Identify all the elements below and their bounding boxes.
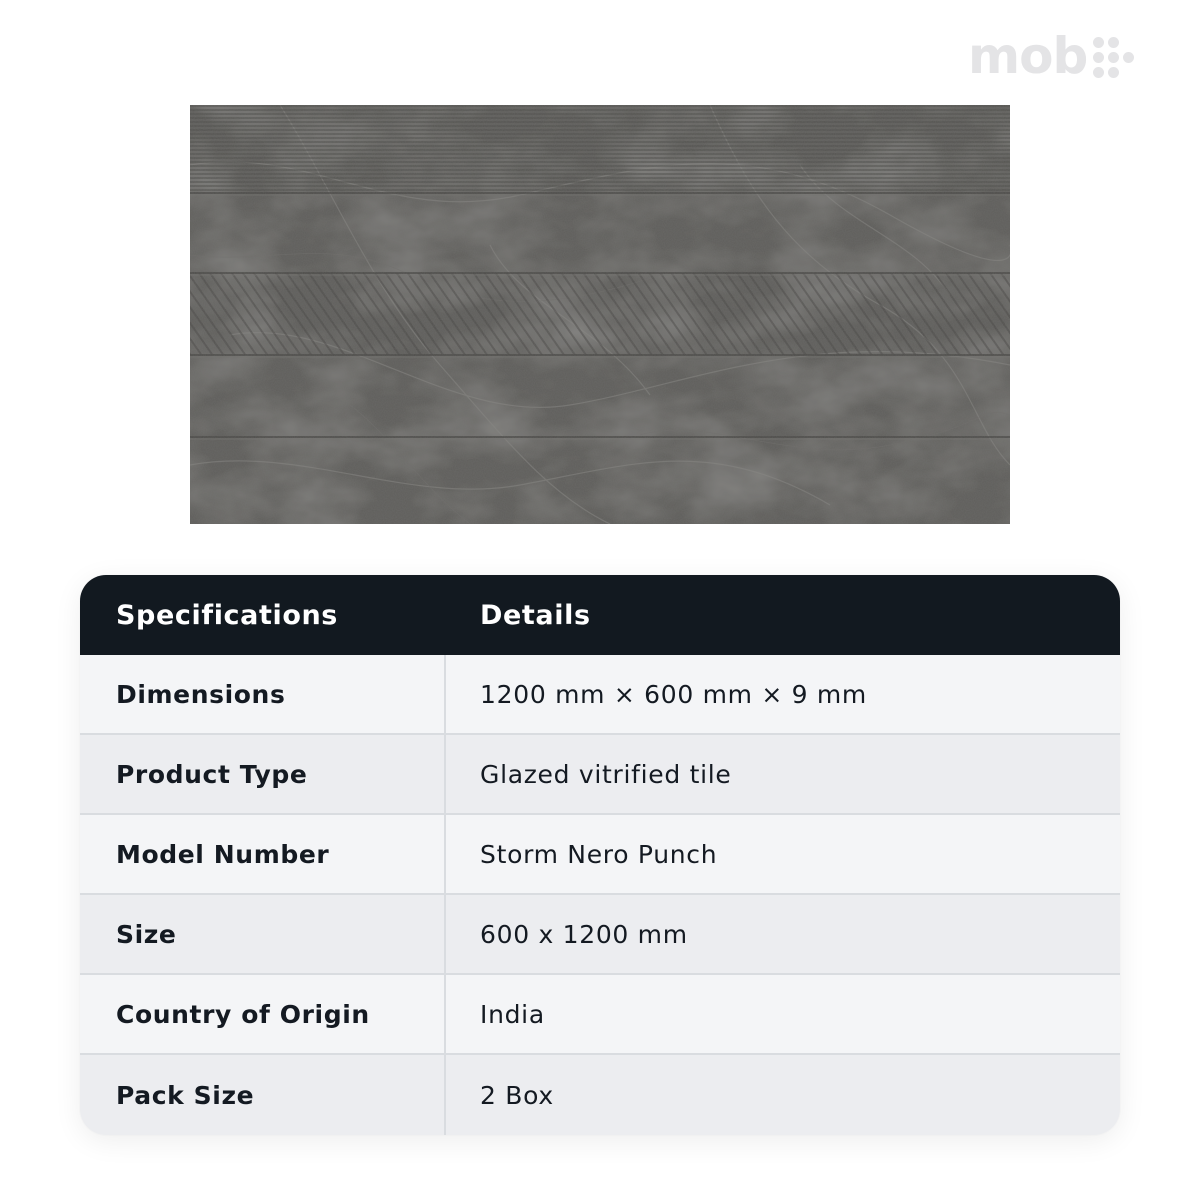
- table-row: [80, 655, 1120, 735]
- spec-value: Storm Nero Punch: [480, 839, 718, 869]
- table-row: [80, 1055, 1120, 1135]
- product-tile-image: [190, 105, 1010, 524]
- brand-logo: [968, 26, 1158, 86]
- spec-label: Pack Size: [80, 1055, 446, 1135]
- specifications-table: [80, 575, 1120, 1135]
- tile-texture-image: [190, 105, 1010, 524]
- spec-value: 2 Box: [480, 1080, 554, 1110]
- logo-dots-icon: [1093, 37, 1134, 78]
- header-specifications: Specifications: [116, 599, 338, 631]
- table-row: [80, 975, 1120, 1055]
- header-details: Details: [480, 599, 591, 631]
- spec-value: India: [480, 999, 545, 1029]
- logo-wordmark: mob: [968, 27, 1088, 85]
- table-row: [80, 895, 1120, 975]
- spec-label: Size: [80, 895, 446, 973]
- spec-value: 1200 mm × 600 mm × 9 mm: [480, 679, 867, 709]
- spec-value: 600 x 1200 mm: [480, 919, 688, 949]
- table-row: [80, 815, 1120, 895]
- spec-label: Product Type: [80, 735, 446, 813]
- spec-value: Glazed vitrified tile: [480, 759, 732, 789]
- table-row: [80, 735, 1120, 815]
- spec-label: Dimensions: [80, 655, 446, 733]
- spec-label: Model Number: [80, 815, 446, 893]
- spec-label: Country of Origin: [80, 975, 446, 1053]
- table-header-row: [80, 575, 1120, 655]
